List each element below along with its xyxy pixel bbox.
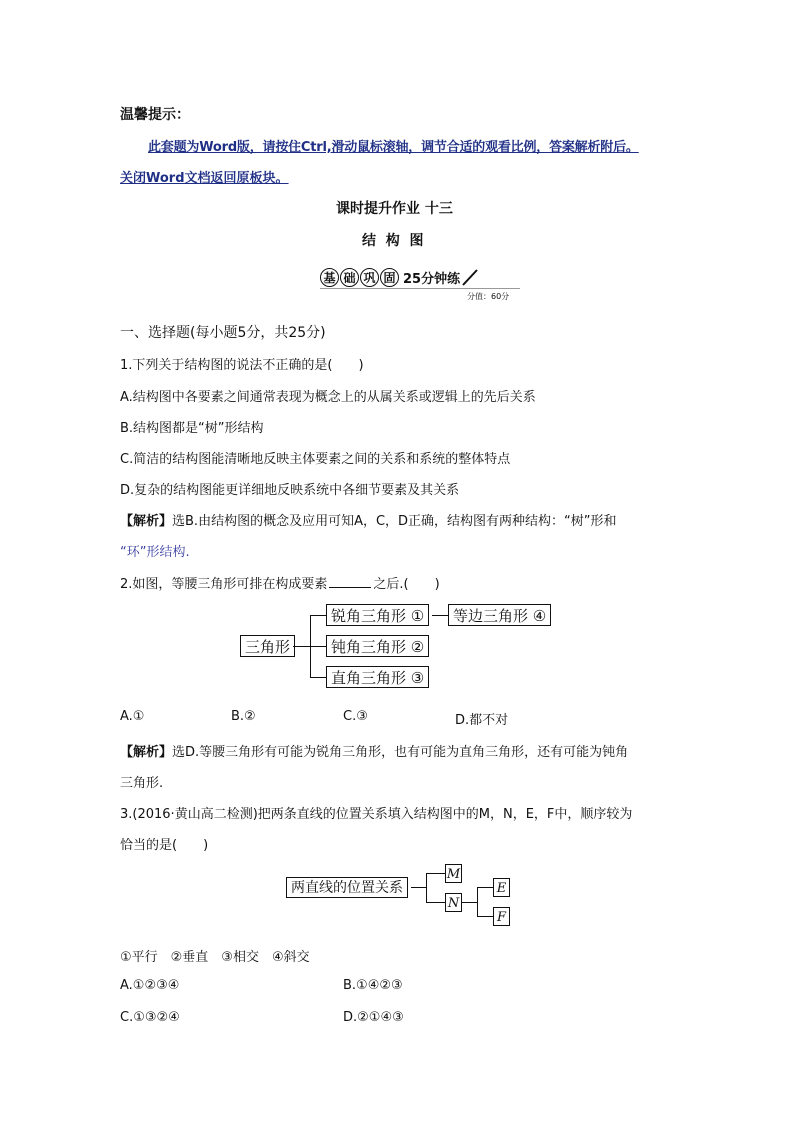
- connector: [477, 887, 493, 888]
- q1-stem: 1.下列关于结构图的说法不正确的是( ): [120, 358, 364, 373]
- pen-icon: [460, 267, 480, 287]
- badge-divider: [320, 288, 520, 289]
- q1-option-b: B.结构图都是“树”形结构: [120, 421, 264, 436]
- practice-badge: [320, 266, 480, 288]
- q3-box-m: M: [445, 864, 462, 883]
- diagram-box-acute: 锐角三角形 ①: [326, 604, 429, 626]
- badge-char: 基: [320, 268, 339, 287]
- q3-stem-line-1: 3.(2016·黄山高二检测)把两条直线的位置关系填入结构图中的M，N，E，F中，顺序较为: [120, 807, 633, 822]
- badge-char: 固: [380, 268, 399, 287]
- section-heading: 一、选择题(每小题5分，共25分): [120, 325, 326, 341]
- badge-char: 础: [340, 268, 359, 287]
- diagram-box-equilateral: 等边三角形 ④: [448, 604, 551, 626]
- connector: [426, 873, 445, 874]
- badge-char: 巩: [360, 268, 379, 287]
- q1-option-a: A.结构图中各要素之间通常表现为概念上的从属关系或逻辑上的先后关系: [120, 390, 536, 405]
- page-title: 课时提升作业 十三: [336, 201, 453, 217]
- q3-stem-line-2: 恰当的是( ): [120, 838, 209, 853]
- q3-option-a: A.①②③④: [120, 978, 180, 993]
- notice-line-1: 此套题为Word版，请按住Ctrl,滑动鼠标滚轴，调节合适的观看比例，答案解析附后。: [148, 140, 639, 155]
- q2-stem-before: 2.如图，等腰三角形可排在构成要素: [120, 577, 328, 592]
- q3-items: ①平行 ②垂直 ③相交 ④斜交: [120, 950, 310, 965]
- q3-option-d: D.②①④③: [343, 1010, 404, 1025]
- q3-box-f: F: [493, 907, 510, 926]
- diagram-box-right: 直角三角形 ③: [326, 666, 429, 688]
- diagram-box-obtuse: 钝角三角形 ②: [326, 635, 429, 657]
- q1-option-c: C.简洁的结构图能清晰地反映主体要素之间的关系和系统的整体特点: [120, 452, 511, 467]
- q2-option-c: C.③: [343, 709, 368, 724]
- analysis-tag: 【解析】: [120, 514, 173, 529]
- q2-stem-after: 之后.( ): [373, 577, 440, 592]
- q2-analysis-line-2: 三角形.: [120, 776, 164, 791]
- page-subtitle: 结 构 图: [362, 233, 424, 249]
- q2-option-d: D.都不对: [455, 713, 509, 728]
- connector: [411, 887, 426, 888]
- badge-score: 分值：60分: [467, 292, 510, 301]
- analysis-tag: 【解析】: [120, 745, 173, 760]
- diagram-root-box: 三角形: [240, 635, 295, 657]
- connector: [426, 873, 427, 903]
- q1-analysis-text: 选B.由结构图的概念及应用可知A，C，D正确，结构图有两种结构：“树”形和: [172, 514, 617, 529]
- connector: [426, 902, 445, 903]
- q2-analysis-text: 选D.等腰三角形有可能为锐角三角形，也有可能为直角三角形，还有可能为钝角: [172, 745, 629, 760]
- q3-box-n: N: [445, 893, 462, 912]
- connector: [310, 615, 326, 616]
- answer-blank: [329, 575, 371, 588]
- notice-heading: 温馨提示：: [120, 107, 190, 123]
- q2-option-a: A.①: [120, 709, 145, 724]
- q3-option-c: C.①③②④: [120, 1010, 180, 1025]
- q1-option-d: D.复杂的结构图能更详细地反映系统中各细节要素及其关系: [120, 483, 460, 498]
- badge-minutes: 25分钟练: [403, 271, 461, 287]
- q3-option-b: B.①④②③: [343, 978, 403, 993]
- connector: [477, 916, 493, 917]
- connector: [310, 646, 326, 647]
- connector: [310, 677, 326, 678]
- connector: [432, 615, 448, 616]
- q1-analysis: [120, 510, 617, 529]
- q3-root-box: 两直线的位置关系: [286, 877, 408, 898]
- q2-stem: [120, 573, 440, 592]
- q2-analysis: [120, 741, 628, 760]
- notice-line-2: 关闭Word文档返回原板块。: [120, 171, 289, 186]
- q1-analysis-line-2: “环”形结构.: [120, 545, 190, 560]
- connector: [293, 646, 310, 647]
- connector: [462, 902, 477, 903]
- connector: [477, 887, 478, 917]
- q3-box-e: E: [493, 878, 510, 897]
- q2-option-b: B.②: [231, 709, 256, 724]
